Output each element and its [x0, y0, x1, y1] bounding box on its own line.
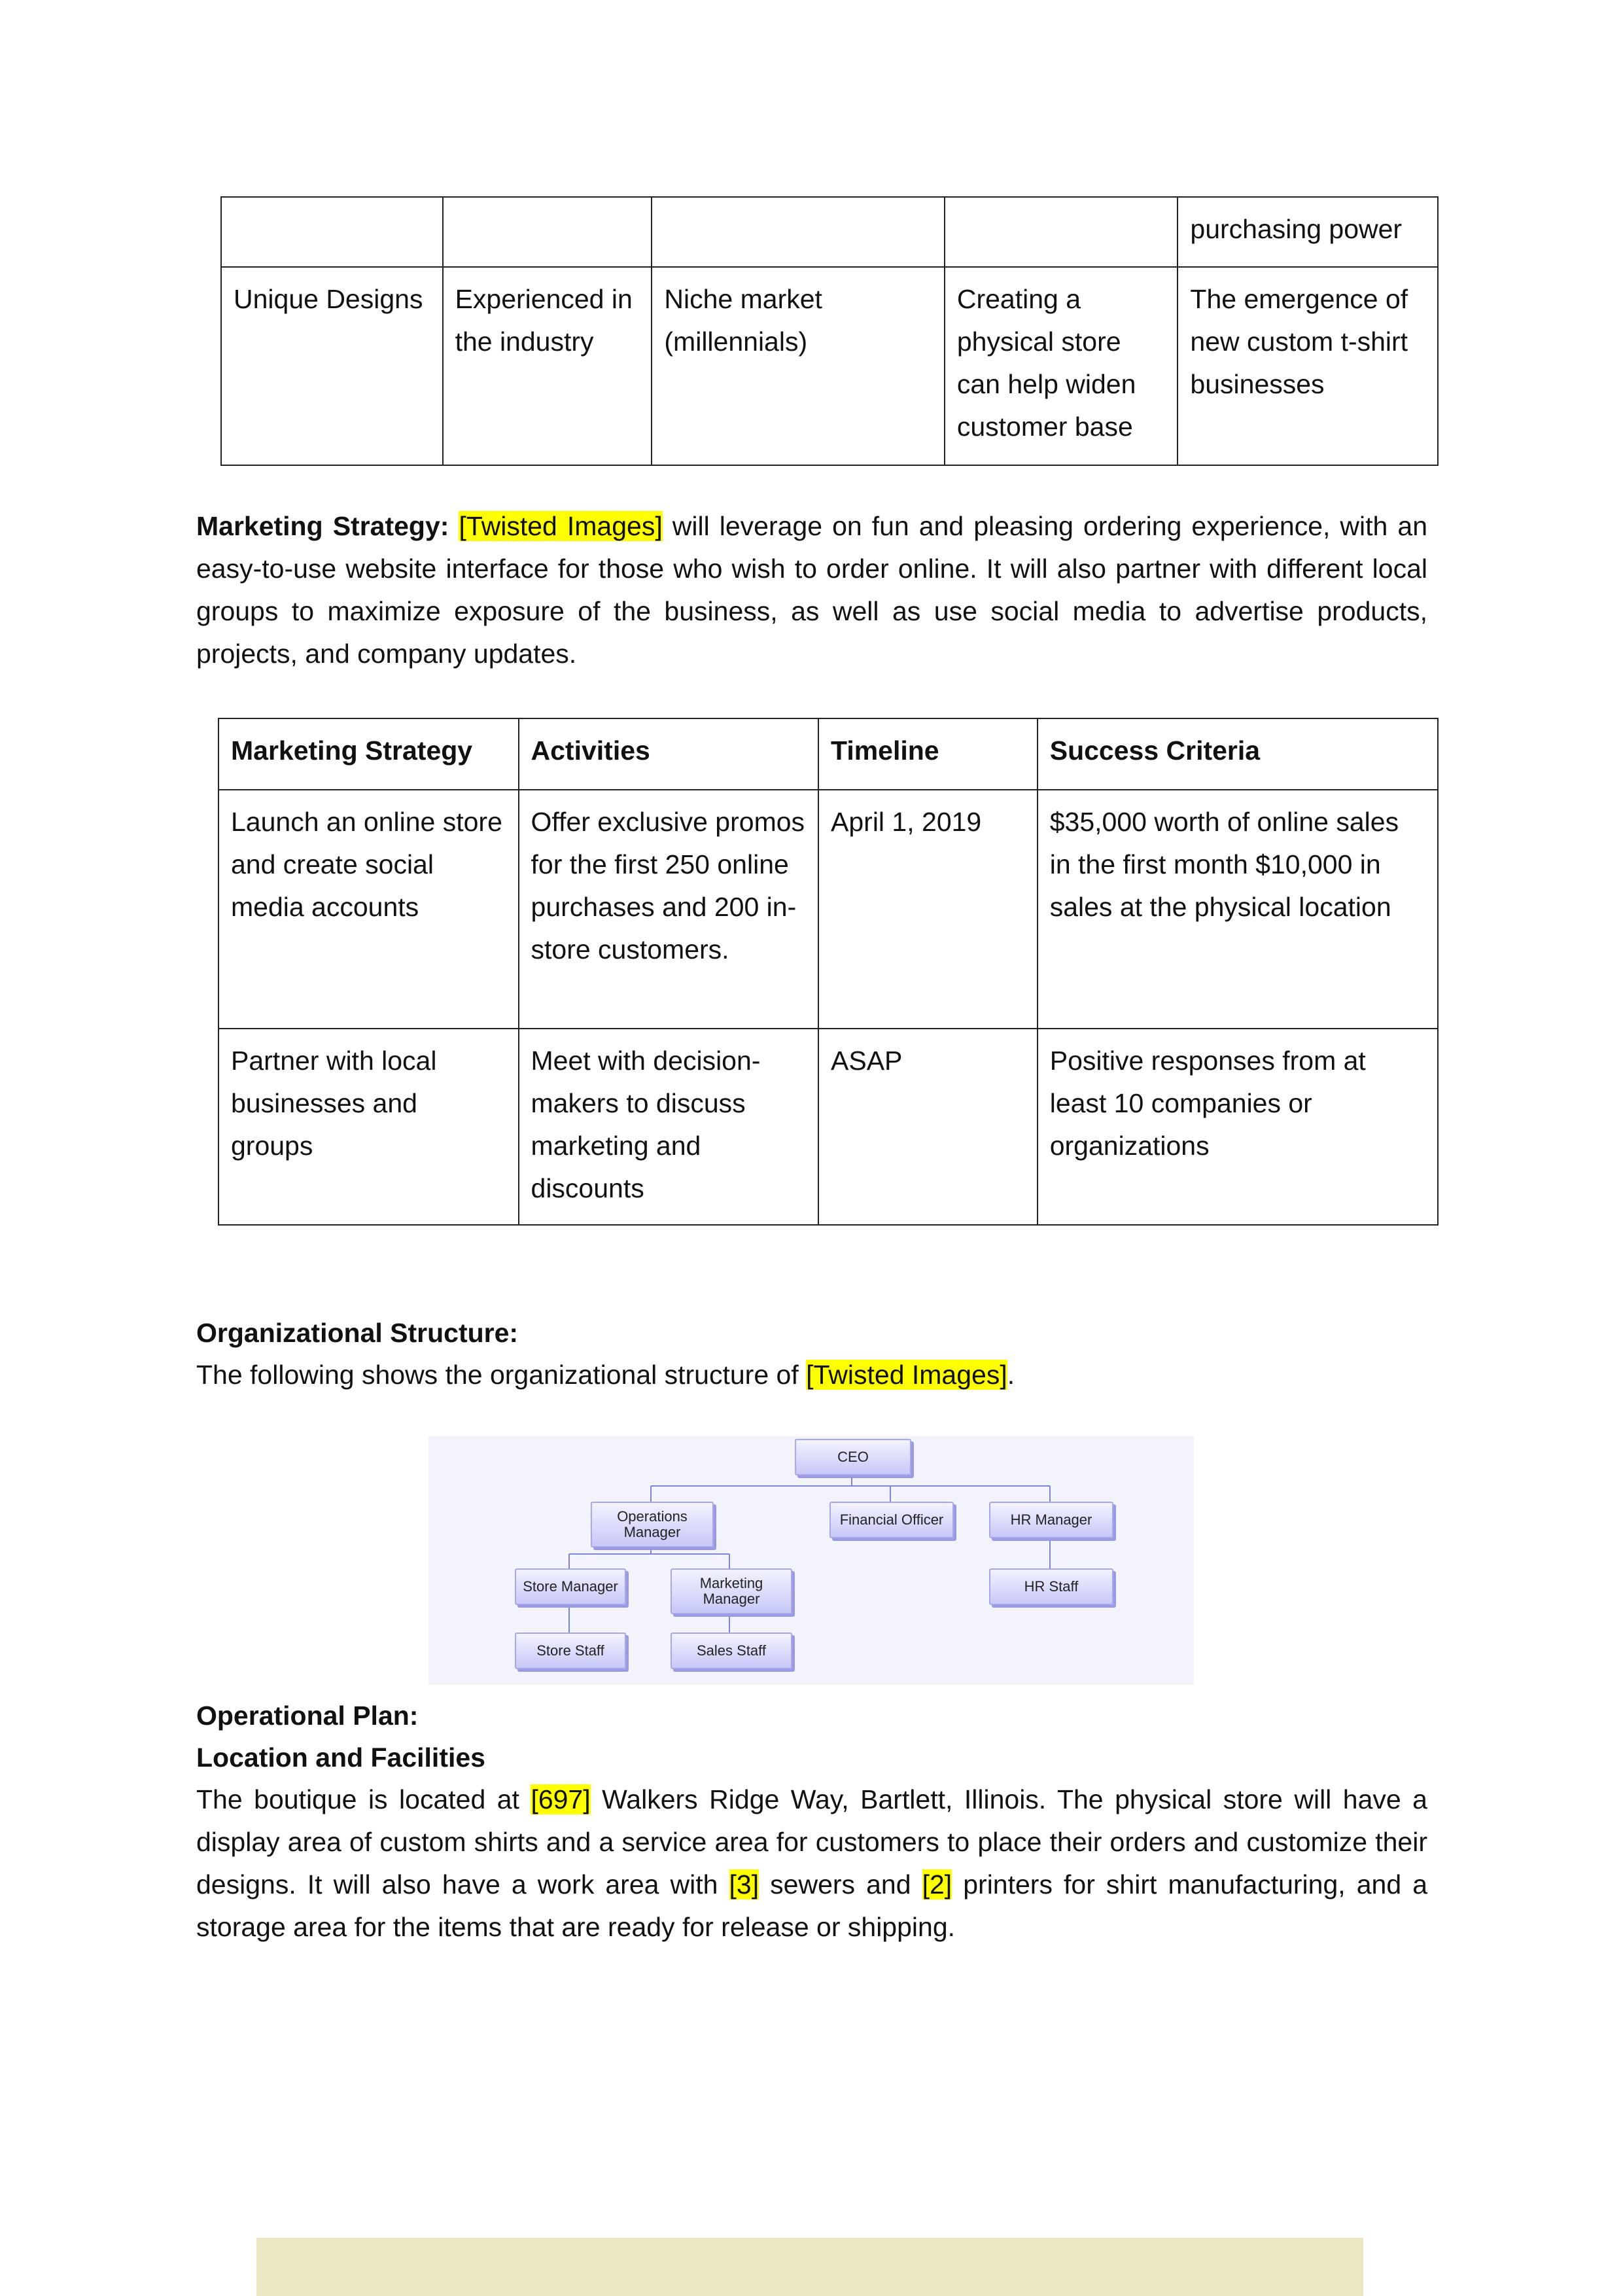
org-node-hr-staff: HR Staff [989, 1568, 1113, 1605]
table-cell: Partner with local businesses and groups [218, 1029, 519, 1225]
swot-table-continuation [220, 196, 1439, 466]
table-cell: Launch an online store and create social media accounts [218, 790, 519, 1029]
table-cell: April 1, 2019 [818, 790, 1038, 1029]
table-cell: The emergence of new custom t-shirt businesses [1178, 267, 1438, 465]
column-header: Timeline [818, 718, 1038, 790]
marketing-strategy-paragraph [196, 505, 1427, 675]
table-row [221, 197, 1438, 267]
location-facilities-heading-text: Location and Facilities [196, 1742, 485, 1773]
sewers-count-placeholder[interactable]: [3] [729, 1869, 759, 1899]
org-intro-text: The following shows the organizational structure of [196, 1360, 807, 1390]
table-row [218, 1029, 1438, 1225]
org-node-marketing-manager: Marketing Manager [671, 1568, 792, 1614]
org-node-hr-manager: HR Manager [989, 1502, 1113, 1538]
marketing-strategy-table [218, 718, 1439, 1226]
footer-band [256, 2238, 1363, 2296]
table-cell: Niche market (millennials) [652, 267, 944, 465]
org-node-financial-officer: Financial Officer [829, 1502, 954, 1538]
table-cell: $35,000 worth of online sales in the first month $10,000 in sales at the physical location [1038, 790, 1438, 1029]
org-intro-period: . [1007, 1360, 1015, 1390]
location-text: The boutique is located at [196, 1784, 531, 1814]
table-cell: purchasing power [1178, 197, 1438, 267]
table-cell [945, 197, 1178, 267]
location-text: sewers and [759, 1869, 922, 1899]
company-name-placeholder[interactable]: [Twisted Images] [806, 1360, 1007, 1390]
table-cell: Unique Designs [221, 267, 443, 465]
table-cell [221, 197, 443, 267]
operational-plan-heading-text: Operational Plan: [196, 1701, 419, 1731]
org-node-operations-manager: Operations Manager [591, 1502, 714, 1547]
location-facilities-paragraph [196, 1778, 1427, 1949]
table-cell: Creating a physical store can help widen customer base [945, 267, 1178, 465]
table-cell: Positive responses from at least 10 companies or organizations [1038, 1029, 1438, 1225]
org-node-store-staff: Store Staff [515, 1633, 626, 1669]
table-cell: Meet with decision-makers to discuss marketing and discounts [519, 1029, 819, 1225]
street-number-placeholder[interactable]: [697] [531, 1784, 591, 1814]
org-node-ceo: CEO [795, 1439, 911, 1475]
location-facilities-heading [196, 1737, 1427, 1779]
table-cell: Offer exclusive promos for the first 250 online purchases and 200 in-store customers. [519, 790, 819, 1029]
operational-plan-heading [196, 1695, 1427, 1737]
table-cell [652, 197, 944, 267]
marketing-strategy-text: will leverage on fun and pleasing ordering experience, with an easy-to-use website interface for those who wish to order online. It will also partner with different local groups to maximize exposure of the business, as well as use social media to advertise products, projects, and company updates. [196, 511, 1427, 669]
org-structure-intro [196, 1354, 1427, 1396]
table-cell: Experienced in the industry [443, 267, 652, 465]
location-text: printers for shirt manufacturing, and a storage area for the items that are ready for release or shipping. [196, 1869, 1428, 1942]
column-header: Success Criteria [1038, 718, 1438, 790]
org-node-store-manager: Store Manager [515, 1568, 626, 1605]
company-name-placeholder[interactable]: [Twisted Images] [459, 511, 663, 541]
org-node-sales-staff: Sales Staff [671, 1633, 792, 1669]
org-chart [428, 1436, 1194, 1685]
column-header: Activities [519, 718, 819, 790]
marketing-strategy-label: Marketing Strategy: [196, 511, 449, 541]
table-header-row [218, 718, 1438, 790]
table-cell: ASAP [818, 1029, 1038, 1225]
table-row [221, 267, 1438, 465]
column-header: Marketing Strategy [218, 718, 519, 790]
table-row [218, 790, 1438, 1029]
org-structure-heading-text: Organizational Structure: [196, 1318, 519, 1348]
location-text: Walkers Ridge Way, Bartlett, Illinois. The physical store will have a display area of custom shirts and a service area for customers to place their orders and customize their designs. It will also have a work area with [196, 1784, 1427, 1899]
printers-count-placeholder[interactable]: [2] [922, 1869, 952, 1899]
table-cell [443, 197, 652, 267]
org-structure-heading [196, 1312, 1427, 1354]
